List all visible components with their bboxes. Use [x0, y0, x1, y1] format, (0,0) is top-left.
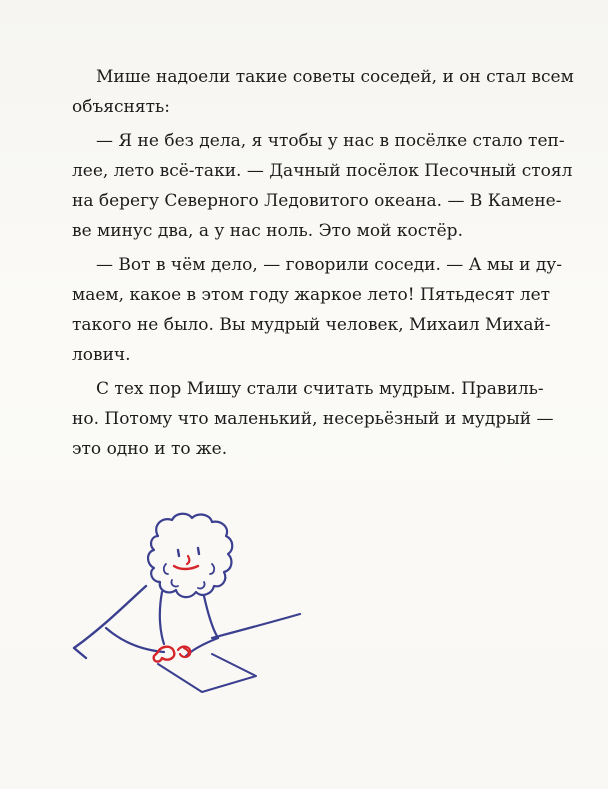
left-forearm: [106, 628, 164, 652]
nose: [187, 556, 189, 564]
paragraph-2: [72, 126, 573, 246]
eye-right: [198, 548, 199, 554]
text-line: ве минус два, а у нас ноль. Это мой костёр.: [72, 221, 463, 241]
beard-outline: [148, 514, 232, 597]
mouth: [174, 566, 198, 569]
text-line: маем, какое в этом году жаркое лето! Пятьдесят лет: [72, 285, 551, 305]
text-line: С тех пор Мишу стали считать мудрым. Правиль-: [96, 379, 544, 399]
text-line: но. Потому что маленький, несерьёзный и мудрый —: [72, 409, 554, 429]
bearded-man-illustration: [62, 506, 312, 726]
text-line: Мише надоели такие советы соседей, и он стал всем: [96, 67, 574, 87]
paragraph-4: [72, 374, 554, 464]
table-line: [212, 614, 300, 638]
body-line: [160, 592, 164, 644]
bearded-man-drawing: [62, 506, 312, 726]
hand-left: [154, 647, 175, 662]
body-line: [204, 596, 218, 638]
paragraph-1: [72, 62, 574, 122]
eye-left: [178, 550, 179, 556]
hand-right: [178, 647, 190, 657]
text-line: лович.: [72, 345, 131, 365]
left-arm: [74, 586, 146, 658]
text-line: такого не было. Вы мудрый человек, Михаил Михай-: [72, 315, 551, 335]
text-line: на берегу Северного Ледовитого океана. — В Камене-: [72, 191, 562, 211]
text-line: — Вот в чём дело, — говорили соседи. — А мы и ду-: [96, 255, 563, 275]
text-line: лее, лето всё-таки. — Дачный посёлок Песочный стоял: [72, 161, 573, 181]
text-line: объяснять:: [72, 97, 170, 117]
story-text: [72, 62, 574, 468]
paragraph-3: [72, 250, 563, 370]
paper-sheet: [158, 654, 256, 692]
text-line: — Я не без дела, я чтобы у нас в посёлке стало теп-: [96, 131, 565, 151]
text-line: это одно и то же.: [72, 439, 228, 459]
